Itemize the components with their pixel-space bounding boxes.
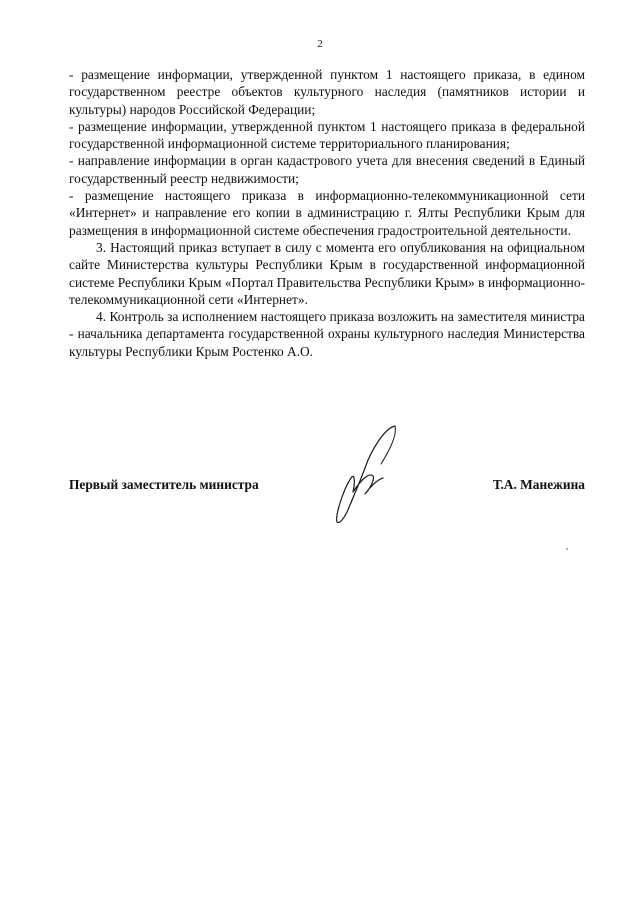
list-item-planning-system: - размещение информации, утвержденной пунктом 1 настоящего приказа в федеральной государственной информационной системе территориального планирования; xyxy=(69,118,585,152)
scan-speck xyxy=(566,548,568,550)
signer-name: Т.А. Манежина xyxy=(492,477,585,492)
list-item-cadastre: - направление информации в орган кадастрового учета для внесения сведений в Единый государственный реестр недвижимости; xyxy=(69,153,585,186)
document-body xyxy=(69,66,585,360)
handwritten-signature-icon xyxy=(325,420,405,530)
page-number: 2 xyxy=(317,38,323,50)
clause-4-control: 4. Контроль за исполнением настоящего приказа возложить на заместителя министра - начальника департамента государственной охраны культурного наследия Министерства культуры Республики Крым Ростенко А.О. xyxy=(69,309,585,359)
list-item-internet-publication: - размещение настоящего приказа в информационно-телекоммуникационной сети «Интернет» и направление его копии в администрацию г. Ялты Республики Крым для размещения в информационной системе обеспечения градостроительной деятельности. xyxy=(69,188,585,238)
signer-position: Первый заместитель министра xyxy=(69,477,259,492)
list-item-registry: - размещение информации, утвержденной пунктом 1 настоящего приказа, в едином государственном реестре объектов культурного наследия (памятников истории и культуры) народов Российской Федерации; xyxy=(69,67,585,117)
clause-3-effective-date: 3. Настоящий приказ вступает в силу с момента его опубликования на официальном сайте Министерства культуры Республики Крым в государственной информационной системе Республики Крым «Портал Правительства Республики Крым» в информационно-телекоммуникационной сети «Интернет». xyxy=(69,239,585,307)
